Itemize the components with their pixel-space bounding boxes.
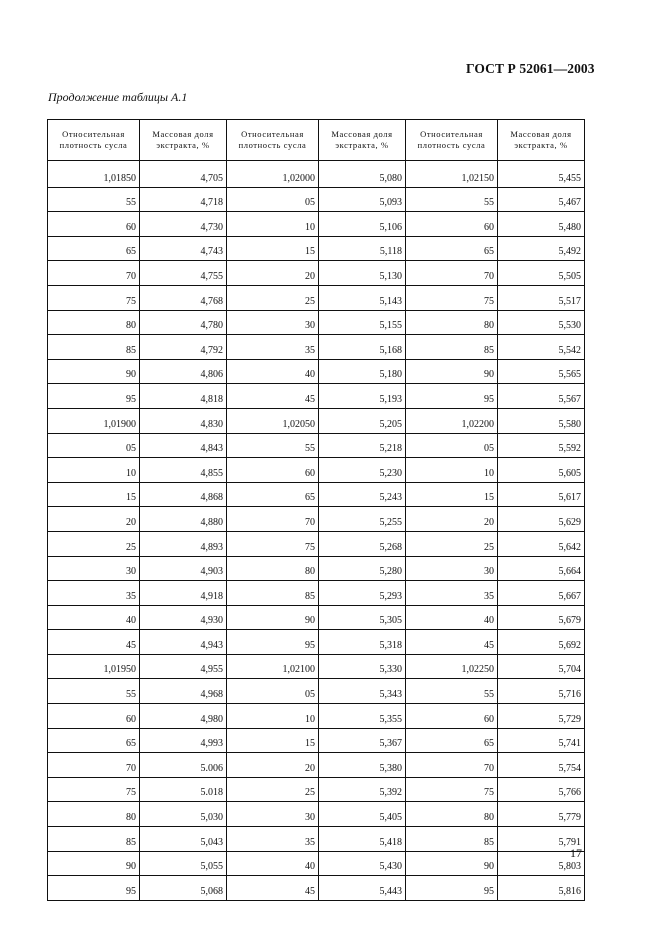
density-cell: 10 (227, 212, 319, 237)
header-row (48, 120, 585, 161)
extract-cell: 5,305 (319, 605, 406, 630)
extract-cell: 5,430 (319, 851, 406, 876)
density-cell: 05 (406, 433, 498, 458)
extract-cell: 5,580 (498, 408, 585, 433)
extract-cell: 5,605 (498, 458, 585, 483)
density-cell: 70 (48, 261, 140, 286)
extract-cell: 5,380 (319, 753, 406, 778)
extract-cell: 4,918 (140, 581, 227, 606)
extract-cell: 5,318 (319, 630, 406, 655)
extract-cell: 4,818 (140, 384, 227, 409)
extract-cell: 5,505 (498, 261, 585, 286)
density-cell: 20 (227, 753, 319, 778)
extract-cell: 5,664 (498, 556, 585, 581)
table-row (48, 630, 585, 655)
density-cell: 15 (406, 482, 498, 507)
extract-cell: 5,455 (498, 161, 585, 188)
extract-cell: 5,080 (319, 161, 406, 188)
extract-cell: 5,803 (498, 851, 585, 876)
density-cell: 10 (48, 458, 140, 483)
density-cell: 60 (406, 212, 498, 237)
density-cell: 95 (406, 876, 498, 901)
table-row (48, 777, 585, 802)
extract-cell: 4,955 (140, 654, 227, 679)
table-row (48, 310, 585, 335)
extract-cell: 4,903 (140, 556, 227, 581)
density-cell: 90 (406, 851, 498, 876)
extract-cell: 4,943 (140, 630, 227, 655)
density-cell: 05 (48, 433, 140, 458)
density-cell: 60 (227, 458, 319, 483)
extract-cell: 4,792 (140, 335, 227, 360)
extract-cell: 5,155 (319, 310, 406, 335)
density-cell: 45 (48, 630, 140, 655)
density-cell: 80 (48, 310, 140, 335)
extract-cell: 5,392 (319, 777, 406, 802)
extract-cell: 5,517 (498, 285, 585, 310)
density-cell: 75 (48, 777, 140, 802)
density-cell: 35 (227, 827, 319, 852)
extract-cell: 5,530 (498, 310, 585, 335)
density-cell: 90 (48, 359, 140, 384)
extract-cell: 5,405 (319, 802, 406, 827)
table-row (48, 753, 585, 778)
table-row (48, 654, 585, 679)
column-header-density: Относительная плотность сусла (406, 120, 498, 161)
density-cell: 40 (48, 605, 140, 630)
extract-cell: 5,093 (319, 187, 406, 212)
extract-cell: 5,492 (498, 236, 585, 261)
extract-cell: 5,193 (319, 384, 406, 409)
extract-cell: 5,741 (498, 728, 585, 753)
page-number: 17 (570, 846, 582, 860)
density-cell: 20 (406, 507, 498, 532)
density-cell: 1,01950 (48, 654, 140, 679)
density-cell: 30 (227, 802, 319, 827)
extract-cell: 4,705 (140, 161, 227, 188)
extract-cell: 5,565 (498, 359, 585, 384)
extract-cell: 5,055 (140, 851, 227, 876)
column-header-density: Относительная плотность сусла (48, 120, 140, 161)
density-cell: 85 (227, 581, 319, 606)
table-row (48, 728, 585, 753)
column-header-extract: Массовая доля экстракта, % (498, 120, 585, 161)
table-row (48, 605, 585, 630)
extract-cell: 5,716 (498, 679, 585, 704)
extract-cell: 5,280 (319, 556, 406, 581)
extract-cell: 4,868 (140, 482, 227, 507)
extract-cell: 5,218 (319, 433, 406, 458)
table-row (48, 285, 585, 310)
extract-cell: 4,968 (140, 679, 227, 704)
table-row (48, 236, 585, 261)
density-cell: 1,01850 (48, 161, 140, 188)
table-row (48, 531, 585, 556)
density-cell: 30 (227, 310, 319, 335)
column-header-extract: Массовая доля экстракта, % (140, 120, 227, 161)
extract-cell: 5,542 (498, 335, 585, 360)
density-cell: 65 (227, 482, 319, 507)
density-extract-table (47, 119, 584, 901)
density-cell: 85 (406, 335, 498, 360)
table-row (48, 482, 585, 507)
table-row (48, 335, 585, 360)
density-cell: 95 (48, 876, 140, 901)
extract-cell: 5,343 (319, 679, 406, 704)
table-row (48, 827, 585, 852)
table-caption: Продолжение таблицы А.1 (48, 90, 188, 104)
extract-cell: 4,893 (140, 531, 227, 556)
document-code: ГОСТ Р 52061—2003 (466, 61, 595, 76)
density-cell: 35 (48, 581, 140, 606)
extract-cell: 5,592 (498, 433, 585, 458)
table-row (48, 261, 585, 286)
density-cell: 95 (48, 384, 140, 409)
density-cell: 55 (48, 187, 140, 212)
table-row (48, 802, 585, 827)
density-cell: 40 (227, 359, 319, 384)
extract-cell: 5,729 (498, 704, 585, 729)
extract-cell: 4,855 (140, 458, 227, 483)
density-cell: 1,01900 (48, 408, 140, 433)
density-cell: 40 (406, 605, 498, 630)
extract-cell: 4,806 (140, 359, 227, 384)
extract-cell: 5,230 (319, 458, 406, 483)
density-cell: 1,02100 (227, 654, 319, 679)
data-table (47, 119, 585, 901)
extract-cell: 4,930 (140, 605, 227, 630)
density-cell: 85 (406, 827, 498, 852)
density-cell: 45 (227, 876, 319, 901)
density-cell: 25 (48, 531, 140, 556)
density-cell: 60 (48, 704, 140, 729)
table-row (48, 507, 585, 532)
density-cell: 30 (48, 556, 140, 581)
density-cell: 15 (48, 482, 140, 507)
table-row (48, 187, 585, 212)
extract-cell: 5,816 (498, 876, 585, 901)
density-cell: 80 (406, 802, 498, 827)
column-header-density: Относительная плотность сусла (227, 120, 319, 161)
extract-cell: 4,993 (140, 728, 227, 753)
extract-cell: 5,255 (319, 507, 406, 532)
extract-cell: 5,043 (140, 827, 227, 852)
density-cell: 80 (227, 556, 319, 581)
table-row (48, 704, 585, 729)
density-cell: 25 (227, 777, 319, 802)
table-row (48, 556, 585, 581)
density-cell: 70 (227, 507, 319, 532)
density-cell: 1,02200 (406, 408, 498, 433)
extract-cell: 4,780 (140, 310, 227, 335)
extract-cell: 5,205 (319, 408, 406, 433)
density-cell: 1,02150 (406, 161, 498, 188)
table-header (48, 120, 585, 161)
density-cell: 15 (227, 236, 319, 261)
extract-cell: 4,880 (140, 507, 227, 532)
density-cell: 85 (48, 827, 140, 852)
extract-cell: 5,268 (319, 531, 406, 556)
table-row (48, 581, 585, 606)
extract-cell: 5,030 (140, 802, 227, 827)
table-row (48, 384, 585, 409)
density-cell: 80 (406, 310, 498, 335)
density-cell: 65 (48, 728, 140, 753)
extract-cell: 5,106 (319, 212, 406, 237)
density-cell: 30 (406, 556, 498, 581)
extract-cell: 5,418 (319, 827, 406, 852)
table-body (48, 161, 585, 901)
column-header-extract: Массовая доля экстракта, % (319, 120, 406, 161)
extract-cell: 5,130 (319, 261, 406, 286)
density-cell: 55 (227, 433, 319, 458)
extract-cell: 5,467 (498, 187, 585, 212)
table-row (48, 161, 585, 188)
extract-cell: 5,754 (498, 753, 585, 778)
extract-cell: 4,755 (140, 261, 227, 286)
extract-cell: 5,667 (498, 581, 585, 606)
density-cell: 90 (48, 851, 140, 876)
extract-cell: 5,779 (498, 802, 585, 827)
extract-cell: 5,642 (498, 531, 585, 556)
density-cell: 75 (406, 777, 498, 802)
table-row (48, 408, 585, 433)
extract-cell: 5,629 (498, 507, 585, 532)
density-cell: 70 (48, 753, 140, 778)
density-cell: 70 (406, 261, 498, 286)
density-cell: 15 (227, 728, 319, 753)
density-cell: 90 (227, 605, 319, 630)
extract-cell: 5,180 (319, 359, 406, 384)
density-cell: 05 (227, 187, 319, 212)
table-row (48, 851, 585, 876)
extract-cell: 5,766 (498, 777, 585, 802)
density-cell: 60 (48, 212, 140, 237)
density-cell: 80 (48, 802, 140, 827)
extract-cell: 4,718 (140, 187, 227, 212)
extract-cell: 4,830 (140, 408, 227, 433)
extract-cell: 4,843 (140, 433, 227, 458)
density-cell: 60 (406, 704, 498, 729)
table-row (48, 212, 585, 237)
extract-cell: 5,704 (498, 654, 585, 679)
density-cell: 1,02250 (406, 654, 498, 679)
extract-cell: 4,768 (140, 285, 227, 310)
extract-cell: 5,443 (319, 876, 406, 901)
density-cell: 75 (48, 285, 140, 310)
density-cell: 90 (406, 359, 498, 384)
density-cell: 20 (227, 261, 319, 286)
density-cell: 35 (406, 581, 498, 606)
density-cell: 55 (406, 679, 498, 704)
extract-cell: 5,367 (319, 728, 406, 753)
extract-cell: 5,791 (498, 827, 585, 852)
density-cell: 40 (227, 851, 319, 876)
extract-cell: 5,567 (498, 384, 585, 409)
extract-cell: 5,243 (319, 482, 406, 507)
extract-cell: 5,355 (319, 704, 406, 729)
density-cell: 25 (406, 531, 498, 556)
extract-cell: 5,480 (498, 212, 585, 237)
density-cell: 75 (227, 531, 319, 556)
extract-cell: 5,143 (319, 285, 406, 310)
extract-cell: 5,679 (498, 605, 585, 630)
density-cell: 10 (227, 704, 319, 729)
extract-cell: 4,730 (140, 212, 227, 237)
density-cell: 55 (48, 679, 140, 704)
extract-cell: 5,293 (319, 581, 406, 606)
density-cell: 85 (48, 335, 140, 360)
density-cell: 05 (227, 679, 319, 704)
density-cell: 45 (406, 630, 498, 655)
extract-cell: 5,617 (498, 482, 585, 507)
extract-cell: 5,692 (498, 630, 585, 655)
density-cell: 95 (406, 384, 498, 409)
extract-cell: 5,118 (319, 236, 406, 261)
extract-cell: 4,743 (140, 236, 227, 261)
extract-cell: 5,330 (319, 654, 406, 679)
density-cell: 45 (227, 384, 319, 409)
table-row (48, 679, 585, 704)
extract-cell: 5,068 (140, 876, 227, 901)
table-row (48, 359, 585, 384)
table-row (48, 458, 585, 483)
density-cell: 1,02000 (227, 161, 319, 188)
density-cell: 65 (406, 728, 498, 753)
density-cell: 75 (406, 285, 498, 310)
extract-cell: 5.006 (140, 753, 227, 778)
density-cell: 65 (406, 236, 498, 261)
table-row (48, 876, 585, 901)
density-cell: 70 (406, 753, 498, 778)
extract-cell: 4,980 (140, 704, 227, 729)
density-cell: 35 (227, 335, 319, 360)
extract-cell: 5,168 (319, 335, 406, 360)
density-cell: 1,02050 (227, 408, 319, 433)
extract-cell: 5.018 (140, 777, 227, 802)
density-cell: 25 (227, 285, 319, 310)
table-row (48, 433, 585, 458)
density-cell: 20 (48, 507, 140, 532)
density-cell: 10 (406, 458, 498, 483)
density-cell: 55 (406, 187, 498, 212)
density-cell: 95 (227, 630, 319, 655)
density-cell: 65 (48, 236, 140, 261)
